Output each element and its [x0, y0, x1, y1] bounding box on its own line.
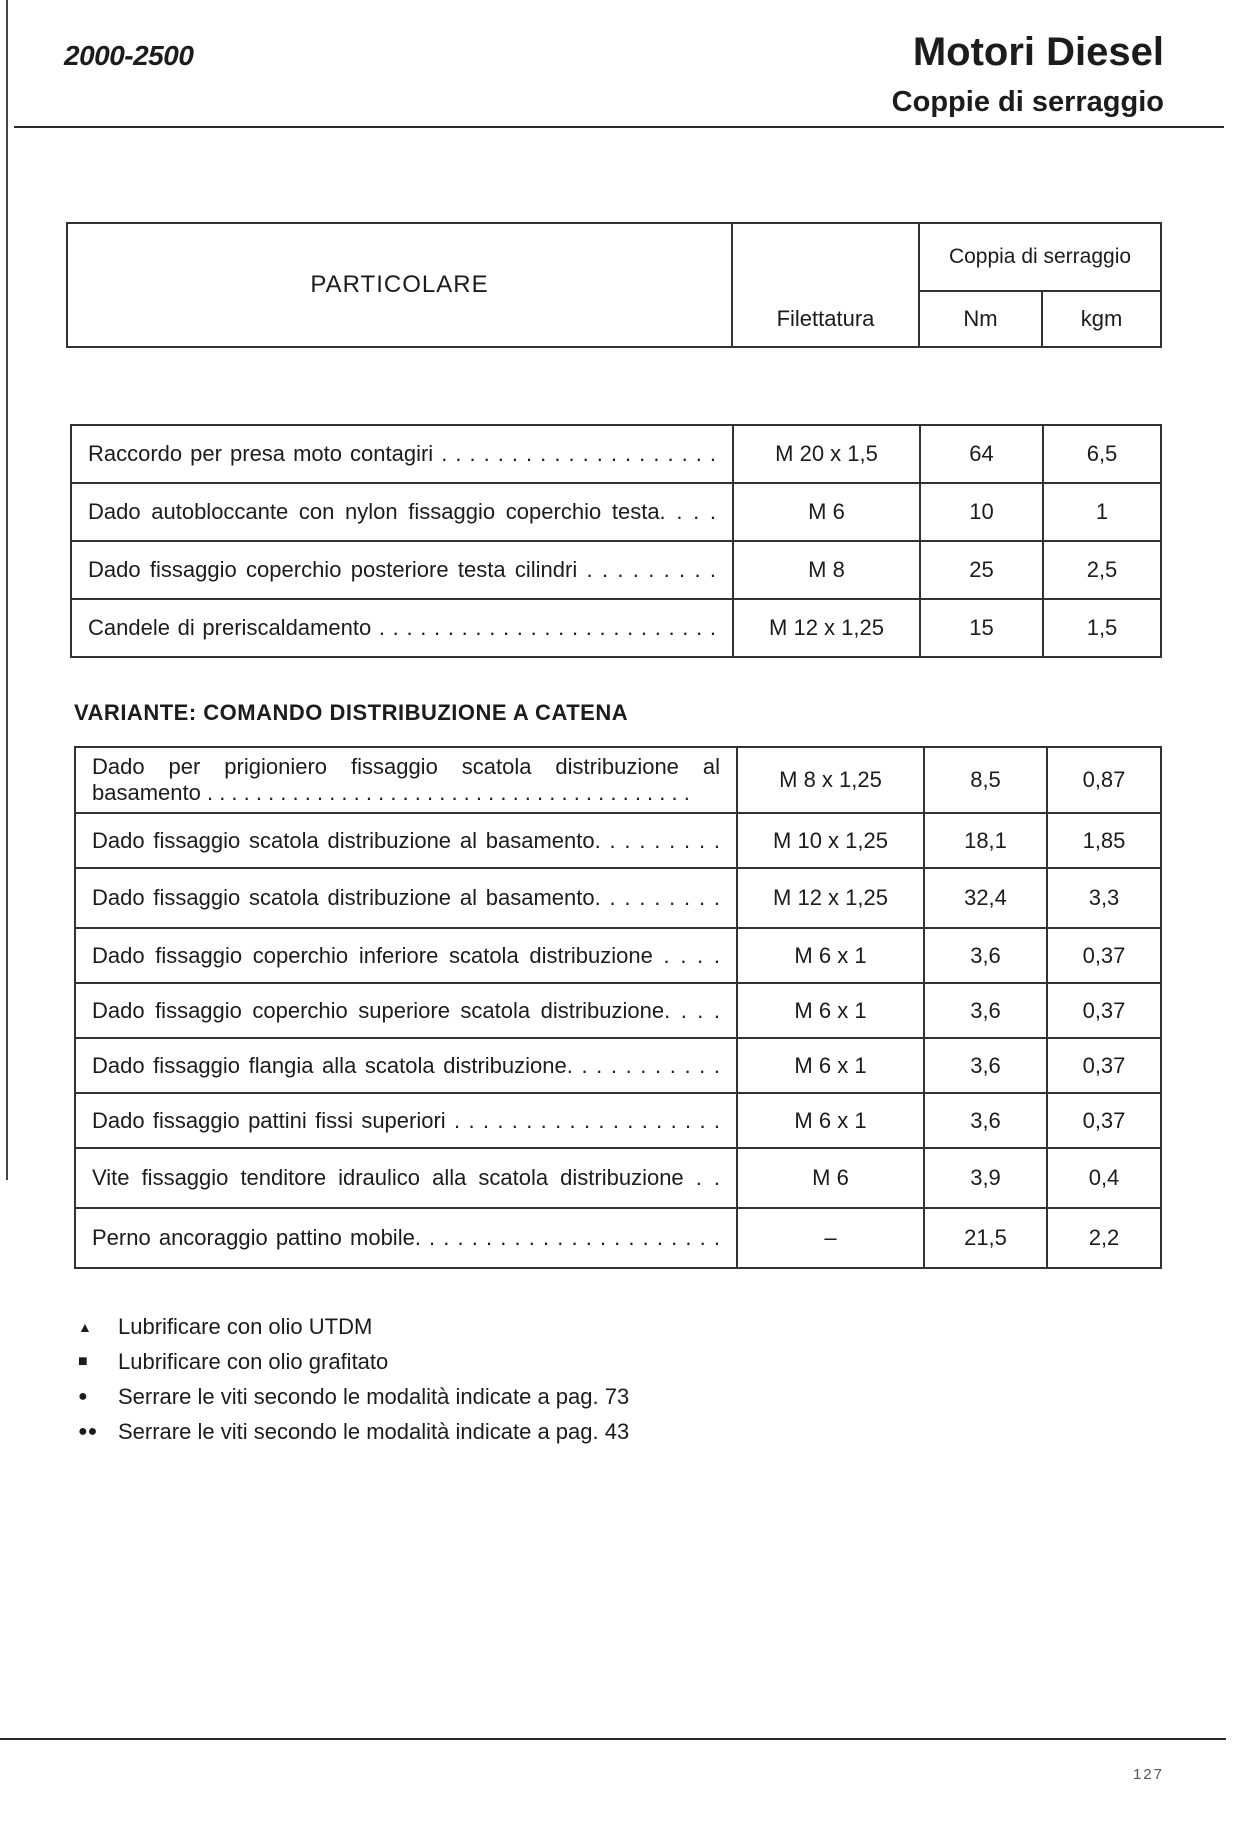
left-margin-rule: [6, 0, 8, 1180]
variant-torque-table: [74, 746, 1162, 1269]
note-item: [78, 1312, 778, 1347]
table-row: [75, 1093, 1161, 1148]
table-row: [75, 1038, 1161, 1093]
header-nm: Nm: [919, 291, 1042, 347]
page-subtitle: Coppie di serraggio: [891, 86, 1164, 118]
row-description: Vite fissaggio tenditore idraulico alla scatola distribuzione . .: [75, 1148, 737, 1208]
row-kgm: 0,37: [1047, 1038, 1161, 1093]
header-rule: [14, 126, 1224, 128]
row-kgm: 0,87: [1047, 747, 1161, 813]
row-kgm: 1,85: [1047, 813, 1161, 868]
row-kgm: 6,5: [1043, 425, 1161, 483]
row-nm: 3,6: [924, 983, 1047, 1038]
row-description: Dado autobloccante con nylon fissaggio coperchio testa. . . .: [71, 483, 733, 541]
row-thread: M 20 x 1,5: [733, 425, 920, 483]
note-item: [78, 1417, 778, 1452]
note-text: Lubrificare con olio grafitato: [118, 1349, 389, 1374]
table-row: [71, 425, 1161, 483]
header-coppia: Coppia di serraggio: [919, 223, 1161, 291]
variant-heading: VARIANTE: COMANDO DISTRIBUZIONE A CATENA: [74, 700, 629, 725]
table-row: [71, 541, 1161, 599]
table-row: [75, 928, 1161, 983]
row-nm: 3,9: [924, 1148, 1047, 1208]
header-filettatura: Filettatura: [732, 223, 919, 347]
row-nm: 15: [920, 599, 1043, 657]
row-description: Dado fissaggio flangia alla scatola distribuzione. . . . . . . . . . .: [75, 1038, 737, 1093]
table-row: [75, 1208, 1161, 1268]
row-description: Dado fissaggio scatola distribuzione al basamento. . . . . . . . .: [75, 868, 737, 928]
table-row: [75, 868, 1161, 928]
row-description: Perno ancoraggio pattino mobile. . . . . . . . . . . . . . . . . . . . . .: [75, 1208, 737, 1268]
table-row: [71, 483, 1161, 541]
row-description: Dado per prigioniero fissaggio scatola distribuzione al basamento . . . . . . . . . . . . . . . . . . . . . . . . . . . . . . . . . . . . . . . .: [75, 747, 737, 813]
note-text: Serrare le viti secondo le modalità indicate a pag. 73: [118, 1384, 630, 1409]
legend-notes: [78, 1312, 778, 1452]
row-nm: 8,5: [924, 747, 1047, 813]
row-thread: M 8 x 1,25: [737, 747, 924, 813]
page-title: Motori Diesel: [912, 30, 1164, 74]
row-kgm: 0,37: [1047, 983, 1161, 1038]
row-kgm: 0,37: [1047, 928, 1161, 983]
row-description: Candele di preriscaldamento . . . . . . . . . . . . . . . . . . . . . . . . .: [71, 599, 733, 657]
row-thread: M 6 x 1: [737, 928, 924, 983]
row-nm: 25: [920, 541, 1043, 599]
column-header-table: [66, 222, 1162, 348]
header-particolare: PARTICOLARE: [67, 223, 732, 347]
row-thread: M 6: [737, 1148, 924, 1208]
note-item: [78, 1382, 778, 1417]
dot-icon: ●: [78, 1388, 88, 1405]
row-kgm: 0,4: [1047, 1148, 1161, 1208]
model-range: 2000-2500: [64, 40, 194, 71]
row-thread: M 12 x 1,25: [737, 868, 924, 928]
table-row: [71, 599, 1161, 657]
header-kgm: kgm: [1042, 291, 1161, 347]
row-kgm: 3,3: [1047, 868, 1161, 928]
row-nm: 10: [920, 483, 1043, 541]
row-kgm: 1: [1043, 483, 1161, 541]
triangle-icon: ▲: [78, 1319, 92, 1335]
double-dot-icon: ●●: [78, 1423, 98, 1440]
row-thread: M 8: [733, 541, 920, 599]
footer-rule: [0, 1738, 1226, 1740]
row-description: Dado fissaggio coperchio posteriore testa cilindri . . . . . . . . .: [71, 541, 733, 599]
note-text: Serrare le viti secondo le modalità indicate a pag. 43: [118, 1419, 630, 1444]
row-nm: 21,5: [924, 1208, 1047, 1268]
table-row: [75, 1148, 1161, 1208]
row-nm: 3,6: [924, 1038, 1047, 1093]
row-nm: 18,1: [924, 813, 1047, 868]
row-thread: M 6: [733, 483, 920, 541]
row-description: Dado fissaggio scatola distribuzione al basamento. . . . . . . . .: [75, 813, 737, 868]
row-description: Dado fissaggio coperchio inferiore scatola distribuzione . . . .: [75, 928, 737, 983]
table-row: [75, 813, 1161, 868]
row-description: Dado fissaggio coperchio superiore scatola distribuzione. . . .: [75, 983, 737, 1038]
row-description: Dado fissaggio pattini fissi superiori . . . . . . . . . . . . . . . . . . .: [75, 1093, 737, 1148]
row-thread: –: [737, 1208, 924, 1268]
table-row: [75, 747, 1161, 813]
row-nm: 64: [920, 425, 1043, 483]
row-thread: M 6 x 1: [737, 1093, 924, 1148]
square-icon: ■: [78, 1353, 88, 1370]
torque-table: [70, 424, 1162, 658]
row-thread: M 6 x 1: [737, 1038, 924, 1093]
note-item: [78, 1347, 778, 1382]
row-kgm: 2,2: [1047, 1208, 1161, 1268]
row-thread: M 6 x 1: [737, 983, 924, 1038]
note-text: Lubrificare con olio UTDM: [118, 1314, 373, 1339]
row-kgm: 0,37: [1047, 1093, 1161, 1148]
row-nm: 32,4: [924, 868, 1047, 928]
row-kgm: 1,5: [1043, 599, 1161, 657]
row-thread: M 10 x 1,25: [737, 813, 924, 868]
page-number: 127: [1132, 1766, 1164, 1783]
row-description: Raccordo per presa moto contagiri . . . . . . . . . . . . . . . . . . . .: [71, 425, 733, 483]
row-nm: 3,6: [924, 928, 1047, 983]
row-thread: M 12 x 1,25: [733, 599, 920, 657]
table-row: [75, 983, 1161, 1038]
row-kgm: 2,5: [1043, 541, 1161, 599]
row-nm: 3,6: [924, 1093, 1047, 1148]
